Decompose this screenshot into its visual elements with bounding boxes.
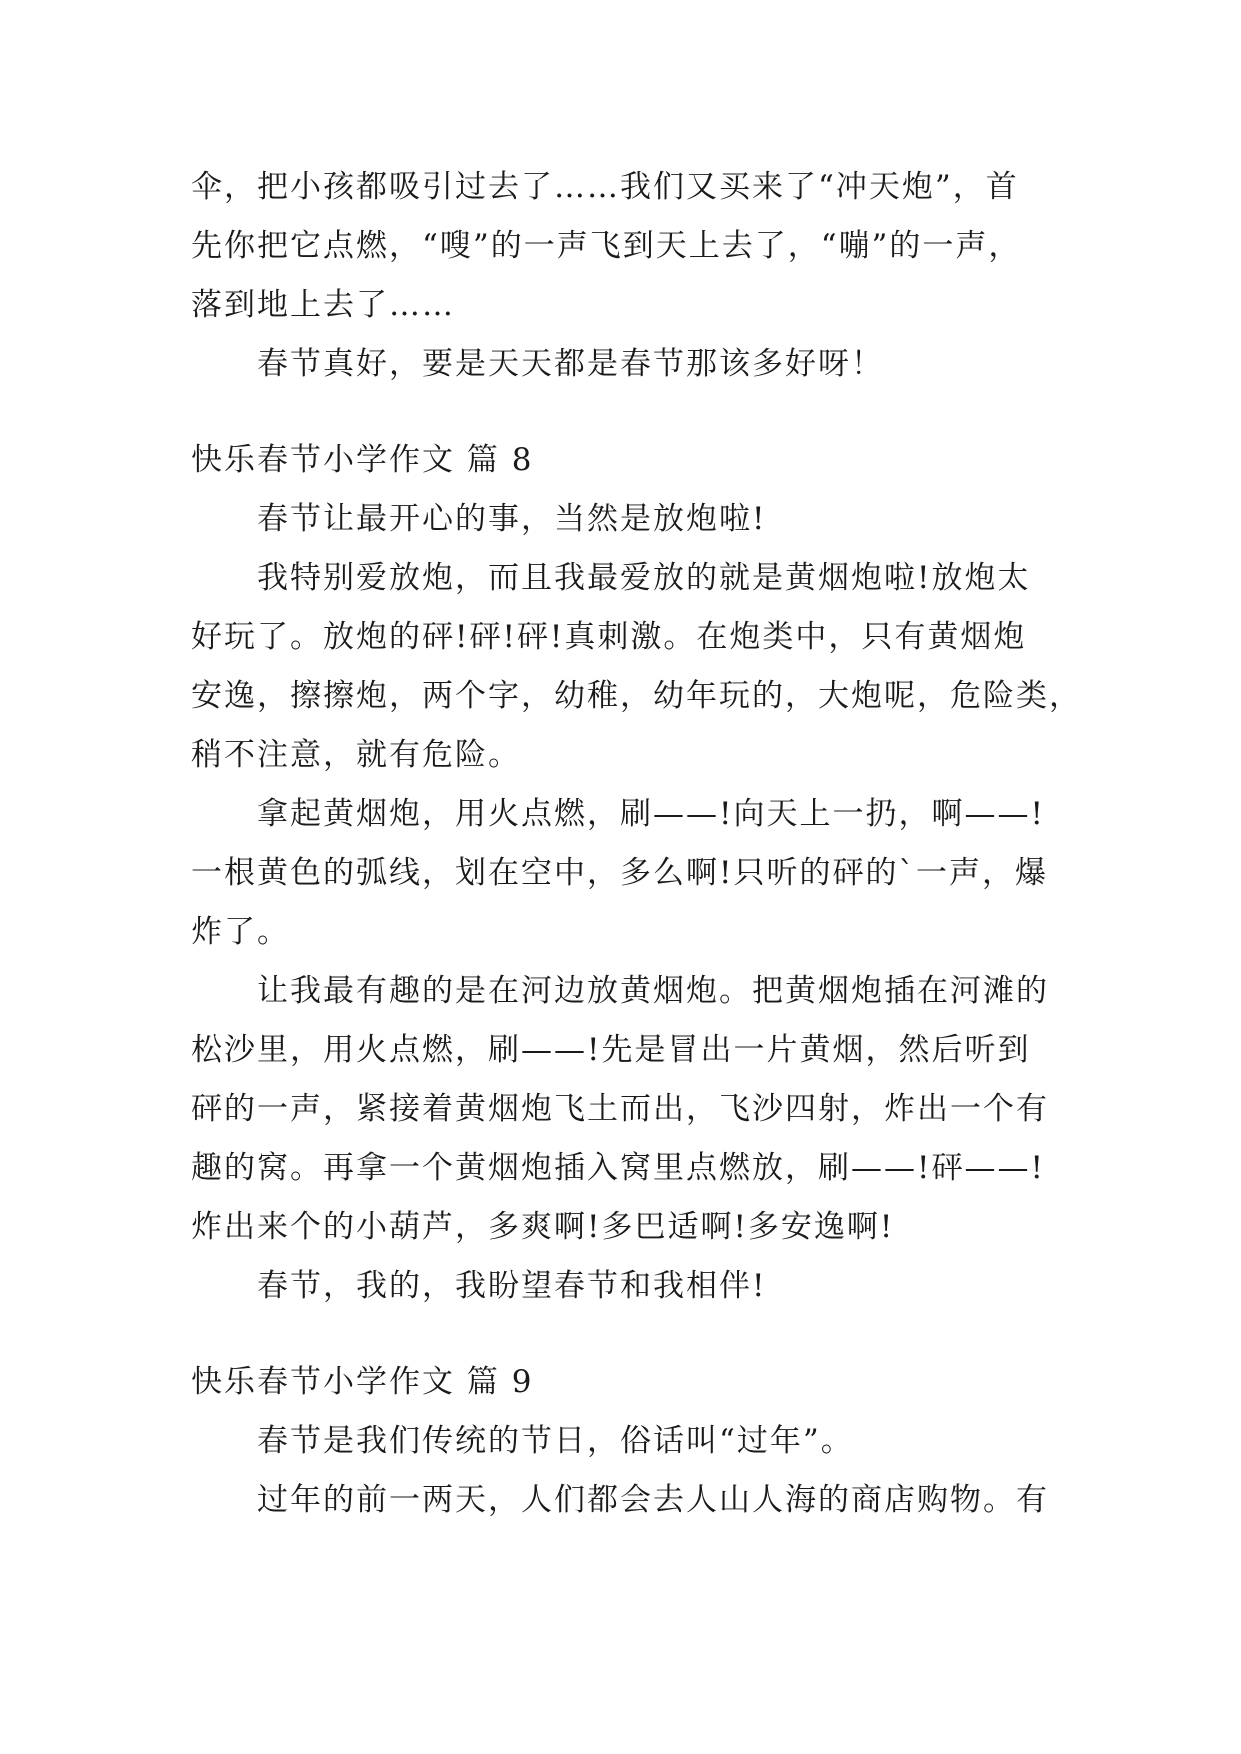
section-essay-9	[191, 1353, 1061, 1530]
section-gap	[191, 394, 1061, 431]
paragraph	[191, 1412, 1061, 1471]
text-line: 春节是我们传统的节日，俗话叫“过年”。	[257, 1423, 854, 1459]
text-line: 伞，把小孩都吸引过去了……我们又买来了“冲天炮”，首	[191, 169, 1019, 205]
text-line: 稍不注意，就有危险。	[191, 737, 521, 773]
section-heading: 快乐春节小学作文 篇 9	[191, 1364, 534, 1400]
text-line: 炸出来个的小葫芦，多爽啊!多巴适啊!多安逸啊!	[191, 1209, 895, 1245]
paragraph	[191, 1471, 1061, 1530]
section-essay-8	[191, 431, 1082, 1316]
text-line: 好玩了。放炮的砰!砰!砰!真刺激。在炮类中，只有黄烟炮	[191, 619, 1027, 655]
text-line: 让我最有趣的是在河边放黄烟炮。把黄烟炮插在河滩的	[257, 973, 1049, 1009]
text-line: 春节让最开心的事，当然是放炮啦!	[257, 501, 767, 537]
section-gap	[191, 1316, 1061, 1353]
text-line: 一根黄色的弧线，划在空中，多么啊!只听的砰的`一声，爆	[191, 855, 1048, 891]
text-line: 拿起黄烟炮，用火点燃，刷——!向天上一扔，啊——!	[257, 796, 1045, 832]
document-body	[191, 158, 1082, 1530]
text-line: 先你把它点燃，“嗖”的一声飞到天上去了，“嘣”的一声，	[191, 228, 1022, 264]
text-line: 我特别爱放炮，而且我最爱放的就是黄烟炮啦!放炮太	[257, 560, 1031, 596]
text-line: 过年的前一两天，人们都会去人山人海的商店购物。有	[257, 1482, 1049, 1518]
text-line: 落到地上去了……	[191, 287, 455, 323]
text-line: 安逸，擦擦炮，两个字，幼稚，幼年玩的，大炮呢，危险类，	[191, 678, 1082, 714]
paragraph	[191, 549, 1082, 785]
paragraph	[191, 962, 1061, 1257]
paragraph	[191, 490, 1061, 549]
paragraph	[191, 785, 1061, 962]
text-line: 砰的一声，紧接着黄烟炮飞土而出，飞沙四射，炸出一个有	[191, 1091, 1049, 1127]
paragraph	[191, 1257, 1061, 1316]
text-line: 炸了。	[191, 914, 290, 950]
text-line: 松沙里，用火点燃，刷——!先是冒出一片黄烟，然后听到	[191, 1032, 1031, 1068]
paragraph	[191, 335, 1061, 394]
text-line: 春节，我的，我盼望春节和我相伴!	[257, 1268, 767, 1304]
section-continued	[191, 158, 1061, 394]
text-line: 趣的窝。再拿一个黄烟炮插入窝里点燃放，刷——!砰——!	[191, 1150, 1045, 1186]
paragraph	[191, 158, 1061, 335]
text-line: 春节真好，要是天天都是春节那该多好呀！	[257, 346, 884, 382]
section-heading: 快乐春节小学作文 篇 8	[191, 442, 534, 478]
